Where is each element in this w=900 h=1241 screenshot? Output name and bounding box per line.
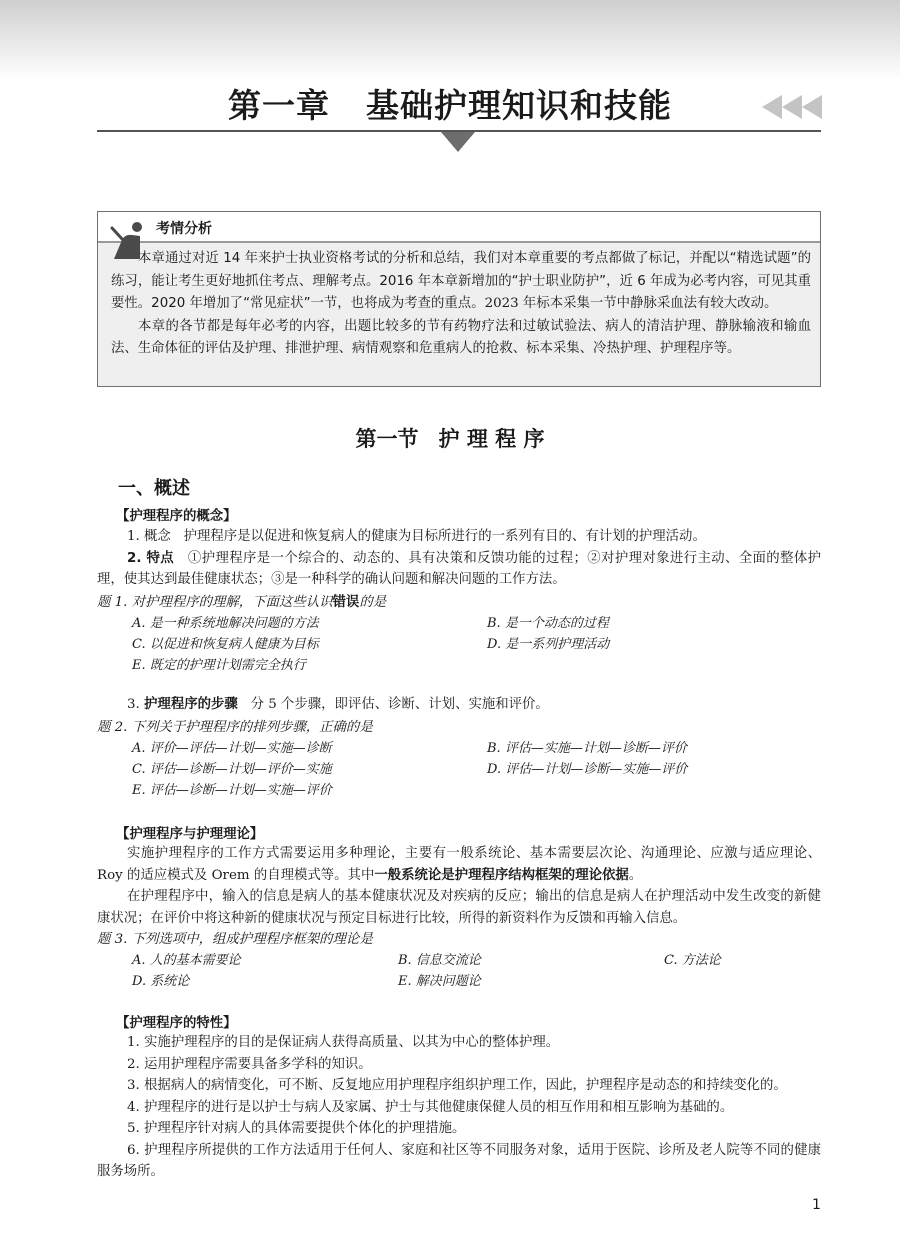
exam-analysis-p1-part1: 本章通过对近 14 年来护士执业资格考试的分析和总结，我们对本章重要的考点都做了标记，并配以“精选试题”的练习，能让考生更好地抓住考点、理解考点。2016 年本章新增加的“护士职业防护”，近 6 年成为必考内容，可见其重要性。2020 年增加了“常见症状”一节，也将成为考查的重点。 — [111, 251, 811, 311]
question-1-stem — [97, 591, 386, 610]
steps-line — [97, 694, 821, 716]
exam-analysis-header-bar — [98, 241, 820, 243]
header-gradient-band — [0, 0, 900, 80]
tag-characteristics: 【护理程序的特性】 — [116, 1016, 237, 1031]
question-3-option-e: E. 解决问题论 — [398, 974, 481, 989]
theory-text — [97, 843, 821, 929]
concept-line-2-num: 2. 特点 — [127, 550, 174, 566]
theory-p1-bold: 一般系统论是护理程序结构框架的理论依据 — [374, 867, 629, 883]
concept-line-2 — [97, 548, 821, 591]
section-title — [0, 423, 900, 453]
question-3-option-c: C. 方法论 — [664, 953, 721, 968]
question-1-stem-post: 的是 — [359, 595, 387, 610]
steps-label: 护理程序的步骤 — [144, 697, 238, 712]
concept-line-2-text: ①护理程序是一个综合的、动态的、具有决策和反馈功能的过程；②对护理对象进行主动、全面的整体护理，使其达到最佳健康状态；③是一种科学的确认问题和解决问题的工作方法。 — [97, 550, 821, 587]
exam-analysis-paragraph-1 — [111, 248, 811, 316]
exam-analysis-p1-part2: 2023 年标本采集一节中静脉采血法有较大改动。 — [484, 296, 778, 311]
exam-analysis-paragraph-2: 本章的各节都是每年必考的内容，出题比较多的节有药物疗法和过敏试验法、病人的清洁护理、静脉输液和输血法、生命体征的评估及护理、排泄护理、病情观察和危重病人的抢救、标本采集、冷热护理、护理程序等。 — [111, 318, 811, 356]
question-1-option-a: A. 是一种系统地解决问题的方法 — [132, 616, 319, 631]
question-2-option-e: E. 评估—诊断—计划—实施—评价 — [132, 783, 332, 798]
section-label: 第一节 — [355, 426, 419, 451]
header-triangle-marker — [441, 132, 475, 152]
theory-p1-pre: 实施护理程序的工作方式需要运用多种理论，主要有一般系统论、基本需要层次论、沟通理论、应激与适应理论、Roy 的适应模式及 Orem 的自理模式等。其中 — [97, 846, 821, 883]
steps-text — [97, 694, 821, 716]
tag-theory: 【护理程序与护理理论】 — [116, 827, 264, 842]
heading-overview: 一、概述 — [118, 478, 190, 499]
exam-analysis-title: 考情分析 — [156, 221, 212, 237]
theory-paragraph-1 — [97, 843, 821, 886]
question-1-option-c: C. 以促进和恢复病人健康为目标 — [132, 637, 319, 652]
question-3-option-a: A. 人的基本需要论 — [132, 953, 241, 968]
steps-body: 分 5 个步骤，即评估、诊断、计划、实施和评价。 — [250, 697, 549, 712]
exam-analysis-box — [97, 211, 821, 387]
question-3-option-d: D. 系统论 — [132, 974, 190, 989]
question-3-stem: 题 3. 下列选项中，组成护理程序框架的理论是 — [97, 932, 373, 947]
exam-analysis-text — [111, 248, 811, 361]
chapter-label: 第一章 — [228, 86, 330, 125]
chevron-arrows-icon — [762, 94, 822, 120]
characteristic-item-6: 6. 护理程序所提供的工作方法适用于任何人、家庭和社区等不同服务对象，适用于医院、诊所及老人院等不同的健康服务场所。 — [97, 1142, 821, 1179]
characteristic-item-2: 2. 运用护理程序需要具备多学科的知识。 — [127, 1056, 372, 1072]
question-1-option-b: B. 是一个动态的过程 — [487, 616, 609, 631]
concept-line-1-num: 1. 概念 — [127, 529, 171, 544]
section-name: 护 理 程 序 — [438, 426, 545, 451]
question-2-option-d: D. 评估—计划—诊断—实施—评价 — [487, 762, 688, 777]
theory-paragraph-2: 在护理程序中，输入的信息是病人的基本健康状况及对疾病的反应；输出的信息是病人在护理活动中发生改变的新健康状况；在评价中将这种新的健康状况与预定目标进行比较，所得的新资料作为反馈和再输入信息。 — [97, 889, 821, 926]
tag-concept: 【护理程序的概念】 — [116, 509, 237, 524]
question-2-option-a: A. 评价—评估—计划—实施—诊断 — [132, 741, 332, 756]
concept-text — [97, 526, 821, 591]
characteristic-item-1: 1. 实施护理程序的目的是保证病人获得高质量、以其为中心的整体护理。 — [127, 1035, 560, 1050]
concept-line-1-text: 护理程序是以促进和恢复病人的健康为目标所进行的一系列有目的、有计划的护理活动。 — [183, 529, 706, 544]
question-1-option-e: E. 既定的护理计划需完全执行 — [132, 658, 306, 673]
question-2-option-c: C. 评估—诊断—计划—评价—实施 — [132, 762, 332, 777]
characteristic-item-3: 3. 根据病人的病情变化，可不断、反复地应用护理程序组织护理工作，因此，护理程序是动态的和持续变化的。 — [127, 1078, 787, 1093]
characteristic-item-5: 5. 护理程序针对病人的具体需要提供个体化的护理措施。 — [127, 1121, 466, 1136]
steps-num: 3. — [127, 697, 140, 712]
chapter-name: 基础护理知识和技能 — [366, 86, 672, 125]
question-1-option-d: D. 是一系列护理活动 — [487, 637, 610, 652]
concept-line-1 — [97, 526, 821, 548]
characteristic-item-4: 4. 护理程序的进行是以护士与病人及家属、护士与其他健康保健人员的相互作用和相互影响为基础的。 — [127, 1099, 734, 1115]
question-1-stem-bold: 错误 — [332, 595, 360, 610]
characteristics-text — [97, 1032, 821, 1183]
page-number: 1 — [812, 1197, 821, 1213]
question-2-stem: 题 2. 下列关于护理程序的排列步骤，正确的是 — [97, 720, 373, 735]
question-1-stem-pre: 题 1. 对护理程序的理解，下面这些认识 — [97, 595, 333, 610]
theory-p1-post: 。 — [628, 867, 643, 883]
question-2-option-b: B. 评估—实施—计划—诊断—评价 — [487, 741, 687, 756]
question-3-option-b: B. 信息交流论 — [398, 953, 481, 968]
